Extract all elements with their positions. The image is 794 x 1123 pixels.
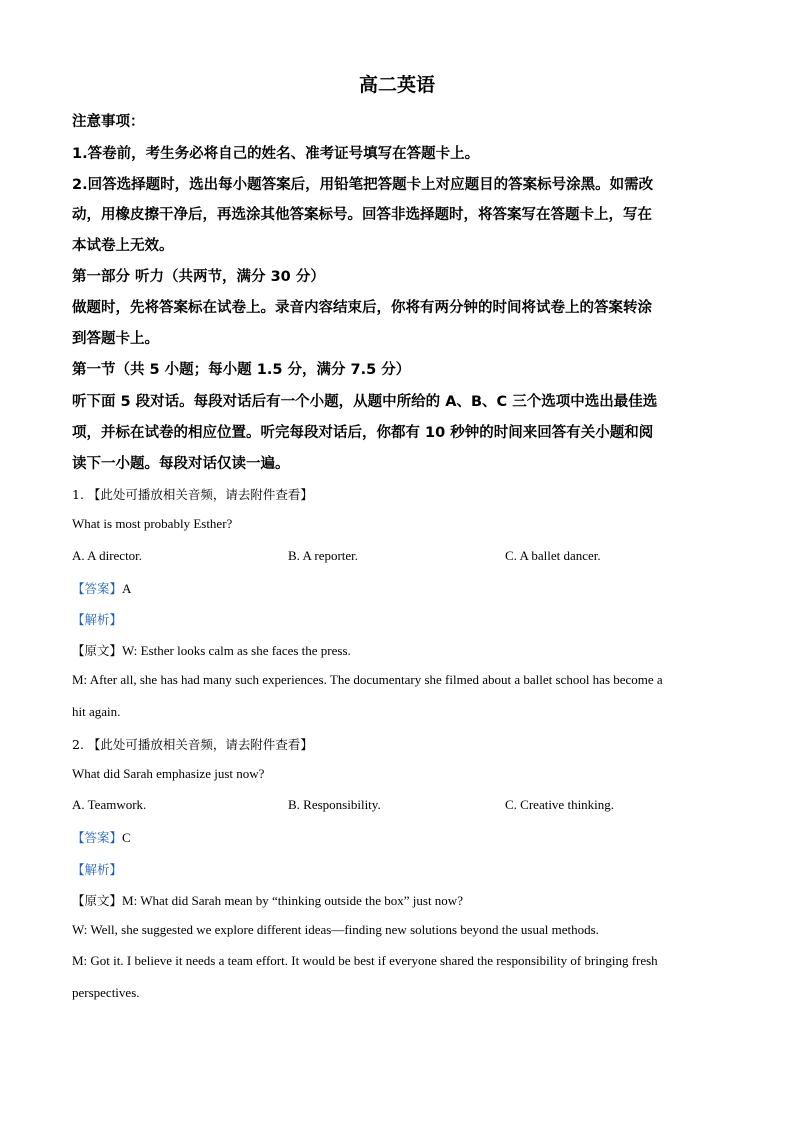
answer-tag: 【答案】 [72, 581, 123, 596]
q1-option-a[interactable]: A. A director. [72, 548, 143, 563]
audio-placeholder-q1[interactable]: 1. 【此处可播放相关音频，请去附件查看】 [72, 487, 313, 502]
q1-option-b[interactable]: B. A reporter. [288, 548, 359, 563]
q1-analysis-tag: 【解析】 [72, 612, 123, 627]
page-title: 高二英语 [358, 74, 435, 96]
answer-value: C [122, 830, 131, 845]
q1-option-c[interactable]: C. A ballet dancer. [505, 548, 601, 563]
section-1-heading: 第一节（共 5 小题；每小题 1.5 分，满分 7.5 分） [72, 362, 411, 378]
q2-transcript-line-4: perspectives. [72, 985, 140, 1000]
q2-answer [72, 828, 131, 846]
section-1-instructions-line-1: 听下面 5 段对话。每段对话后有一个小题，从题中所给的 A、B、C 三个选项中选出最佳选 [72, 394, 658, 410]
original-tag: 【原文】 [72, 893, 123, 908]
question-1-text: What is most probably Esther? [72, 516, 233, 531]
notice-item-2-line-1: 2.回答选择题时，选出每小题答案后，用铅笔把答题卡上对应题目的答案标号涂黑。如需改 [72, 177, 654, 193]
audio-placeholder-q2[interactable]: 2. 【此处可播放相关音频，请去附件查看】 [72, 737, 313, 752]
q1-answer [72, 579, 131, 597]
section-1-instructions-line-3: 读下一小题。每段对话仅读一遍。 [72, 456, 290, 472]
q2-transcript-line-1 [72, 891, 463, 909]
question-2-text: What did Sarah emphasize just now? [72, 766, 265, 781]
q1-transcript-line-1 [72, 641, 351, 659]
original-tag: 【原文】 [72, 643, 123, 658]
part-1-heading: 第一部分 听力（共两节，满分 30 分） [72, 269, 325, 285]
q2-option-a[interactable]: A. Teamwork. [72, 797, 147, 812]
q1-transcript-line-3: hit again. [72, 704, 121, 719]
notice-item-2-line-2: 动，用橡皮擦干净后，再选涂其他答案标号。回答非选择题时，将答案写在答题卡上，写在 [72, 207, 652, 223]
q2-option-c[interactable]: C. Creative thinking. [505, 797, 615, 812]
answer-tag: 【答案】 [72, 830, 123, 845]
q2-transcript-line-2: W: Well, she suggested we explore different ideas—finding new solutions beyond the usual methods. [72, 922, 599, 937]
q2-analysis-tag: 【解析】 [72, 862, 123, 877]
q1-transcript-line-2: M: After all, she has had many such experiences. The documentary she filmed about a ballet school has become a [72, 672, 663, 687]
transcript-text: M: What did Sarah mean by “thinking outside the box” just now? [122, 893, 463, 908]
transcript-text: W: Esther looks calm as she faces the press. [122, 643, 351, 658]
answer-value: A [122, 581, 132, 596]
section-1-instructions-line-2: 项，并标在试卷的相应位置。听完每段对话后，你都有 10 秒钟的时间来回答有关小题和阅 [72, 425, 654, 441]
notice-item-2-line-3: 本试卷上无效。 [72, 238, 174, 254]
notice-item-1: 1.答卷前，考生务必将自己的姓名、准考证号填写在答题卡上。 [72, 146, 480, 162]
notice-heading: 注意事项： [72, 114, 145, 130]
part-1-instructions-line-2: 到答题卡上。 [72, 331, 159, 347]
part-1-instructions-line-1: 做题时，先将答案标在试卷上。录音内容结束后，你将有两分钟的时间将试卷上的答案转涂 [72, 300, 652, 316]
q2-option-b[interactable]: B. Responsibility. [288, 797, 381, 812]
q2-transcript-line-3: M: Got it. I believe it needs a team effort. It would be best if everyone shared the responsibility of bringing fresh [72, 953, 658, 968]
